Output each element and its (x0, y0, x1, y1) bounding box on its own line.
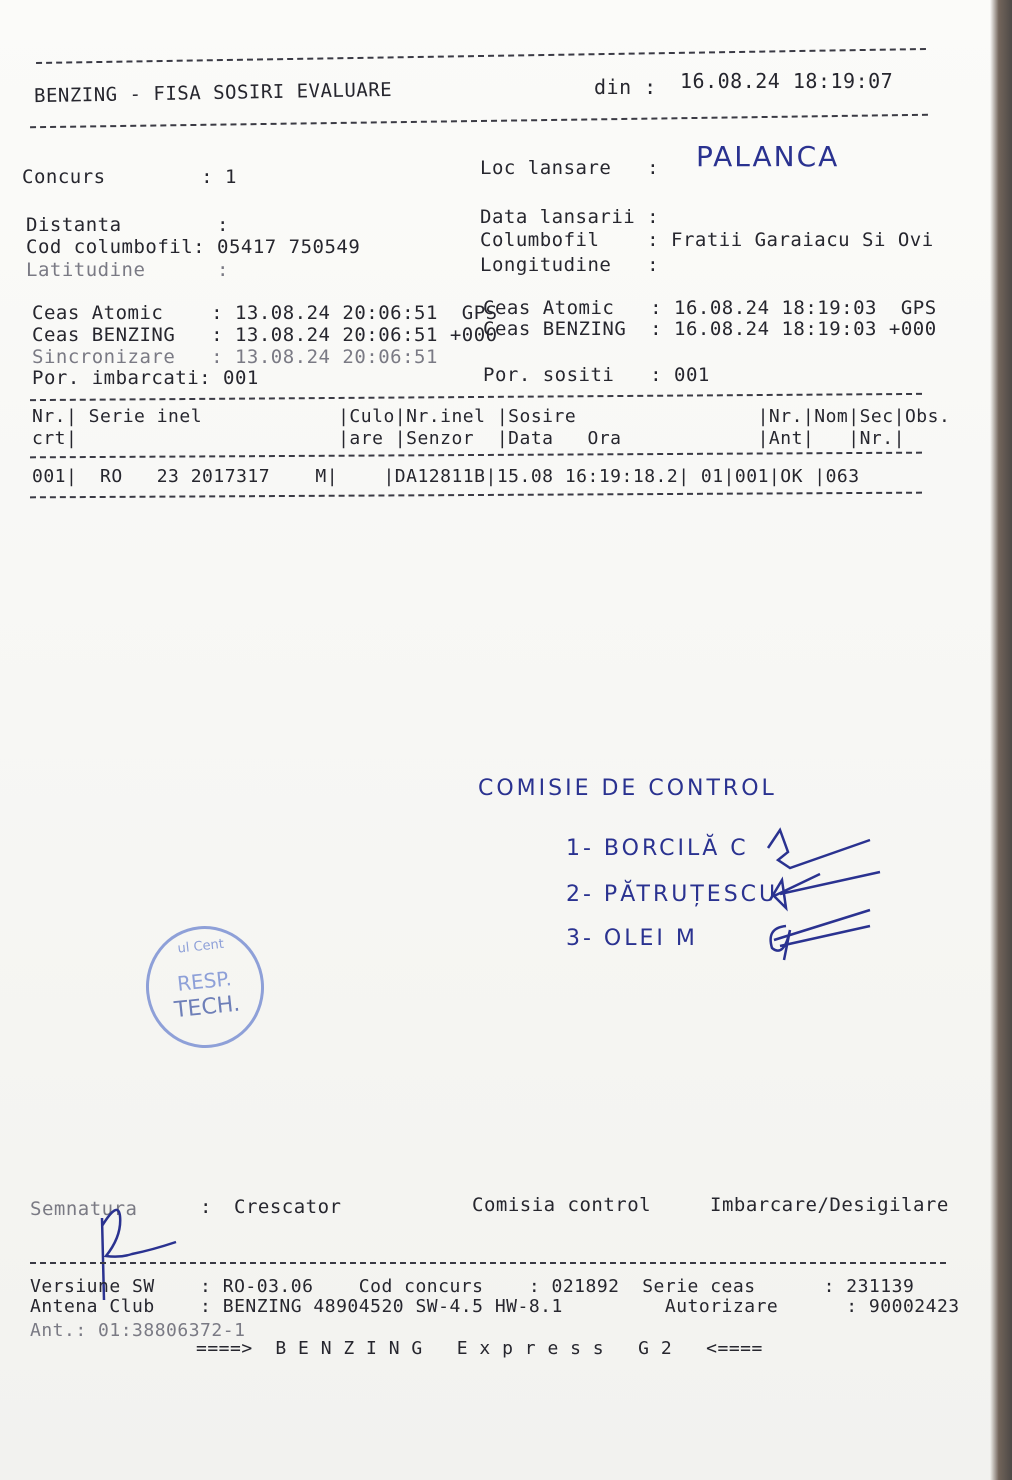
ceas-atomic-start: Ceas Atomic : 13.08.24 20:06:51 GPS (32, 302, 498, 324)
footer-rule (30, 1262, 946, 1264)
commission-signatures (760, 830, 880, 970)
stamp-line-3: TECH. (173, 991, 242, 1024)
ceas-benzing-end: Ceas BENZING : 16.08.24 18:19:03 +000 (483, 318, 937, 340)
imbarcare-label: Imbarcare/Desigilare (710, 1194, 949, 1216)
stamp-line-1: ul Cent (176, 936, 225, 957)
concurs-row: Concurs : 1 (22, 166, 237, 188)
table-row: 001| RO 23 2017317 M| |DA12811B|15.08 16:19:18.2| 01|001|OK |063 (32, 466, 860, 487)
print-date-value: 16.08.24 18:19:07 (680, 69, 894, 93)
ceas-atomic-end: Ceas Atomic : 16.08.24 18:19:03 GPS (483, 297, 937, 319)
sincronizare-row: Sincronizare : 13.08.24 20:06:51 (32, 346, 438, 368)
crescator-label: Crescator (234, 1196, 342, 1218)
loc-lansare-row: Loc lansare : (480, 157, 660, 179)
commission-member-1: 1- BORCILĂ C (566, 836, 749, 861)
cod-columbofil-row: Cod columbofil: 05417 750549 (26, 236, 361, 258)
print-date-label: din : (594, 75, 657, 99)
commission-title: COMISIE DE CONTROL (478, 776, 777, 801)
distanta-row: Distanta : (26, 214, 229, 236)
data-lansarii-row: Data lansarii : (480, 206, 660, 228)
loc-lansare-handwritten: PALANCA (696, 140, 840, 173)
semnatura-colon: : (200, 1196, 212, 1218)
por-imbarcati-row: Por. imbarcati: 001 (32, 367, 259, 389)
comisia-control-label: Comisia control (472, 1194, 652, 1216)
table-header-row-1: Nr.| Serie inel |Culo|Nr.inel |Sosire |Nr.|Nom|Sec|Obs. (32, 406, 951, 427)
por-sositi-row: Por. sositi : 001 (483, 364, 710, 386)
ant-row: Ant.: 01:38806372-1 (30, 1320, 246, 1341)
ceas-benzing-start: Ceas BENZING : 13.08.24 20:06:51 +000 (32, 324, 498, 346)
latitudine-row: Latitudine : (26, 259, 229, 281)
stamp-line-2: RESP. (176, 966, 233, 996)
semnatura-label: Semnatura (30, 1198, 138, 1220)
commission-member-2: 2- PĂTRUȚESCU (566, 882, 779, 907)
benzing-express-brand: ====> B E N Z I N G E x p r e s s G 2 <==== (196, 1338, 763, 1359)
longitudine-row: Longitudine : (480, 254, 660, 276)
columbofil-row: Columbofil : Fratii Garaiacu Si Ovi (480, 229, 934, 251)
antena-row: Antena Club : BENZING 48904520 SW-4.5 HW-8.1 Autorizare : 90002423 (30, 1296, 960, 1317)
table-header-row-2: crt| |are |Senzor |Data Ora |Ant| |Nr.| (32, 428, 905, 449)
document-title: BENZING - FISA SOSIRI EVALUARE (33, 78, 393, 108)
commission-member-3: 3- OLEI M (566, 926, 698, 951)
paper-edge-shadow (990, 0, 1012, 1480)
versiune-row: Versiune SW : RO-03.06 Cod concurs : 021892 Serie ceas : 231139 (30, 1276, 915, 1297)
